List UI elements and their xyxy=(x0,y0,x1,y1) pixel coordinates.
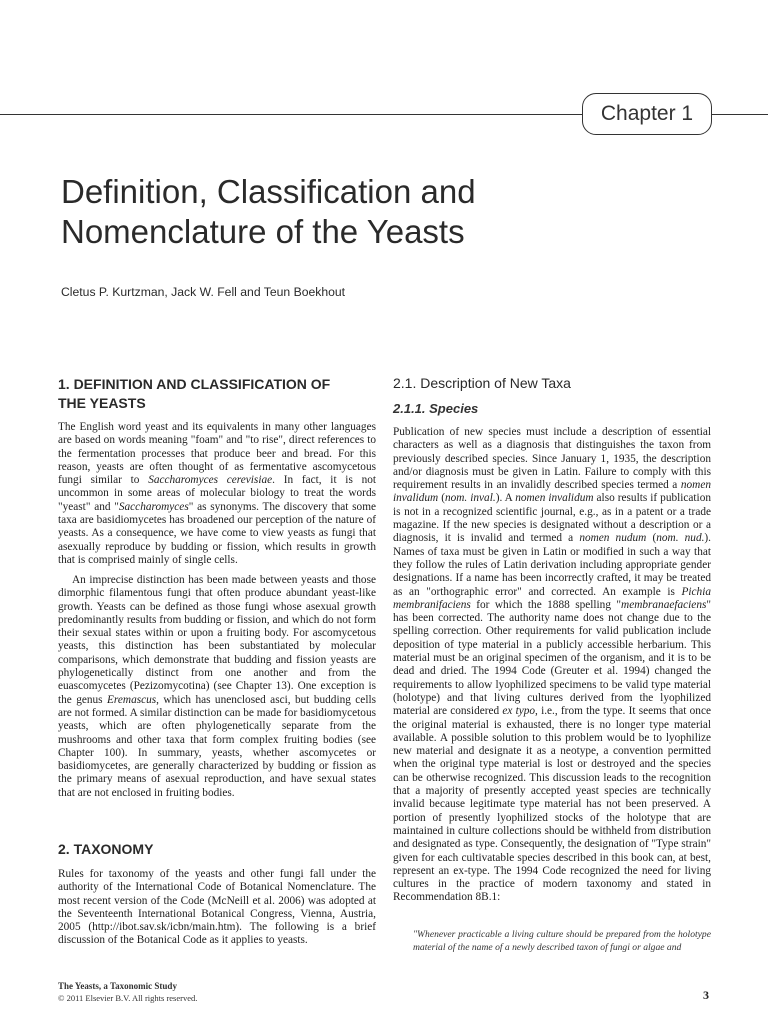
section-2-1-1-paragraph-1: Publication of new species must include a description of essential characters as well as a diagnosis that distinguishes the taxon from previously described species. Since January 1, 1935, the description and/or diagnosis must be given in Latin. Failure to comply with this requirement results in an invalidly described species termed a nomen invalidum (nom. inval.). A nomen invalidum also results if publication is not in a recognized scientific journal, e.g., as in a patent or a trade magazine. If the new species is designated without a description or a diagnosis, it is invalid and termed a nomen nudum (nom. nud.). Names of taxa must be given in Latin or modified in such a way that they follow the rules of Latin derivation including appropriate gender designations. If a name has been incorrectly crafted, it may be treated as an "orthographic error" and corrected. An example is Pichia membranifaciens for which the 1888 spelling "membranaefaciens" has been corrected. The authority name does not change due to the spelling correction. Other requirements for valid publication include deposition of type material in a publicly accessible herbarium. This material must be an original specimen of the organism, and it is to be dead and dried. The 1994 Code (Greuter et al. 1994) changed the requirements to allow lyophilized specimens to be valid type material (holotype) and that living cultures derived from the lyophilized material are considered ex typo, i.e., from the type. It seems that once the original material is exhausted, there is no longer type material available. A possible solution to this problem would be to lyophilize new material and designate it as a neotype, a convention permitted when the original type material is lost or destroyed and the species can be otherwise recognized. This discussion leads to the recognition that a majority of presently accepted yeast species are technically invalid because legitimate type material has not been preserved. A portion of presently lyophilized stocks of the holotype that are maintained in culture collections should be withheld from distribution and designated as type. Consequently, the designation of "Type strain" given for each cultivatable species described in this book can, at best, represent an ex-type. The 1994 Code recognized the need for living cultures in the practice of modern taxonomy and stated in Recommendation 8B.1: xyxy=(393,426,712,904)
section-2-paragraph-1: Rules for taxonomy of the yeasts and other fungi fall under the authority of the International Code of Botanical Nomenclature. The most recent version of the Code (McNeill et al. 2006) was adopted at the Seventeenth International Botanical Congress, Vienna, Austria, 2005 (http://ibot.sav.sk/icbn/main.htm). The following is a brief discussion of the Botanical Code as it applies to yeasts. xyxy=(58,868,376,947)
chapter-title xyxy=(61,172,701,252)
chapter-label: Chapter 1 xyxy=(582,93,712,135)
footer-copyright: © 2011 Elsevier B.V. All rights reserved. xyxy=(58,993,198,1003)
taxon-name: Pichia membranifaciens xyxy=(393,585,711,611)
page-footer xyxy=(58,980,197,1004)
icbn-link[interactable]: http://ibot.sav.sk/icbn/main.htm xyxy=(92,921,236,934)
page-number: 3 xyxy=(703,988,709,1002)
footer-book-title: The Yeasts, a Taxonomic Study xyxy=(58,981,177,991)
section-2-1-1-heading: 2.1.1. Species xyxy=(393,401,479,416)
section-2-heading: 2. TAXONOMY xyxy=(58,841,154,857)
chapter-title-line-1: Definition, Classification and xyxy=(61,173,476,210)
chapter-rule-right xyxy=(712,114,768,115)
section-1-heading xyxy=(58,375,376,413)
section-2-1-heading: 2.1. Description of New Taxa xyxy=(393,375,571,391)
section-1-paragraph-2: An imprecise distinction has been made between yeasts and those dimorphic filamentous fungi that often produce abundant yeast-like growth. Yeasts can be defined as those fungi whose asexual growth predominantly results from budding or fission, and which do not form their sexual states within or upon a fruiting body. For ascomycetous yeasts, this distinction has been substantiated by molecular comparisons, which demonstrate that budding and fission yeasts are phylogenetically distinct from one another and from the euascomycetes (Pezizomycotina) (see Chapter 13). One exception is the genus Eremascus, which has unenclosed asci, but budding cells are not formed. A similar distinction can be made for basidiomycetous yeasts, which are often phylogenetically separate from the mushrooms and other taxa that form complex fruiting bodies (see Chapter 100). In summary, yeasts, whether ascomycetes or basidiomycetes, are generally characterized by budding or fission as the primary means of asexual reproduction, and have sexual states that are not enclosed in fruiting bodies. xyxy=(58,574,376,799)
chapter-rule-left xyxy=(0,114,582,115)
chapter-title-line-2: Nomenclature of the Yeasts xyxy=(61,213,465,250)
section-1-heading-line-1: 1. DEFINITION AND CLASSIFICATION OF xyxy=(58,376,331,392)
taxon-name: Saccharomyces cerevisiae xyxy=(148,474,273,487)
section-1-heading-line-2: THE YEASTS xyxy=(58,395,146,411)
authors: Cletus P. Kurtzman, Jack W. Fell and Teun Boekhout xyxy=(61,285,346,299)
section-1-paragraph-1: The English word yeast and its equivalents in many other languages are based on words meaning "foam" and "to rise", direct references to the fermentation processes that produce beer and bread. For this reason, yeasts are often thought of as fermentative ascomycetous fungi similar to Saccharomyces cerevisiae. In fact, it is not uncommon in some areas of molecular biology to treat the words "yeast" and "Saccharomyces" as synonyms. The discovery that some taxa are basidiomycetes has broadened our perception of the nature of yeasts. As a consequence, we have come to view yeasts as fungi that asexually reproduce by budding or fission, which results in growth that is comprised mainly of single cells. xyxy=(58,421,377,566)
taxon-name: Saccharomyces xyxy=(118,500,189,513)
recommendation-quote: "Whenever practicable a living culture should be prepared from the holotype material of the name of a newly described taxon of fungi or algae and xyxy=(413,929,711,953)
taxon-name: Eremascus xyxy=(107,693,157,706)
